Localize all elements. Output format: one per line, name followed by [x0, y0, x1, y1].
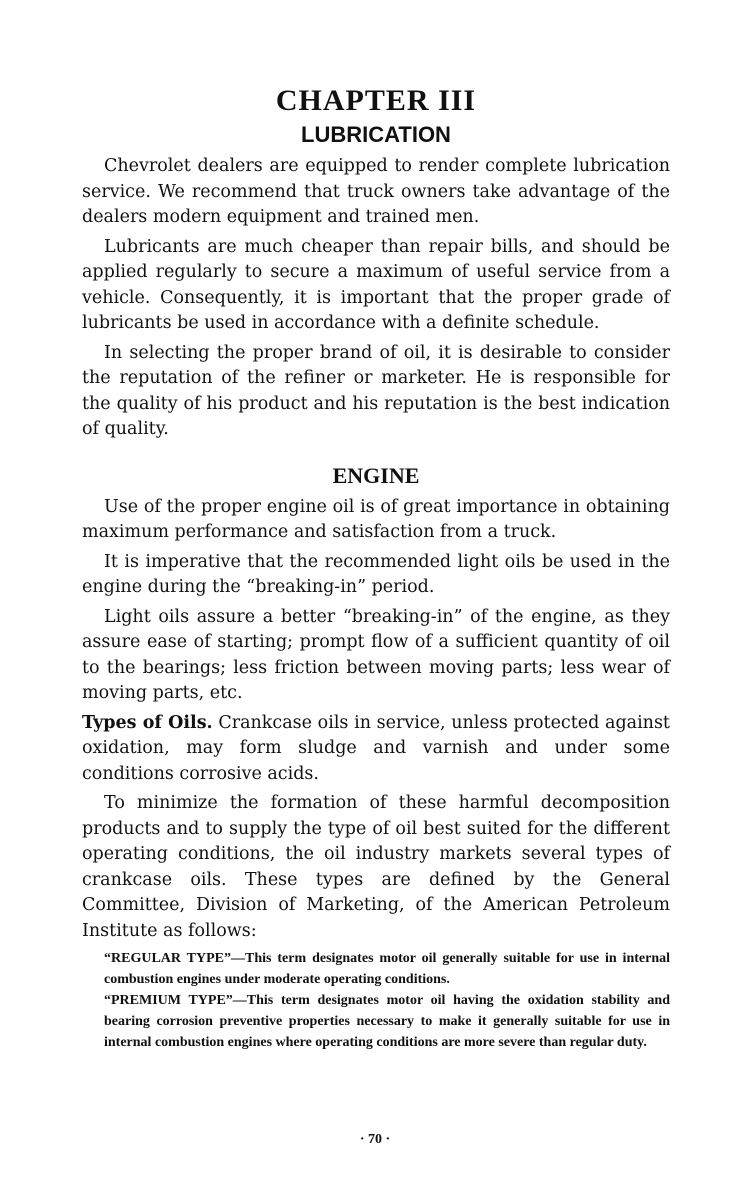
lubrication-paragraph: Chevrolet dealers are equipped to render complete lubrication service. We recommend that truck owners take advantage of the dealers modern equipment and trained men.: [82, 156, 670, 227]
lubrication-paragraph: Lubricants are much cheaper than repair bills, and should be applied regularly to secure a maximum of useful service from a vehicle. Consequently, it is important that the proper grade of lubricants be used in accordance with a definite schedule.: [82, 236, 670, 333]
lubrication-heading: LUBRICATION: [301, 122, 451, 147]
regular-type-definition: “REGULAR TYPE”—This term designates motor oil generally suitable for use in internal combustion engines under moderate operating conditions.: [104, 951, 670, 987]
engine-heading: ENGINE: [332, 462, 420, 488]
engine-paragraph: It is imperative that the recommended light oils be used in the engine during the “breaking-in” period.: [82, 551, 670, 597]
minimize-paragraph: To minimize the formation of these harmful decomposition products and to supply the type of oil best suited for the different operating conditions, the oil industry markets several types of crankcase oils. These types are defined by the General Committee, Division of Marketing, of the American Petroleum Institute as follows:: [82, 793, 670, 941]
page-number: · 70 ·: [359, 1132, 391, 1147]
chapter-title: CHAPTER III: [275, 84, 477, 117]
lubrication-paragraph: In selecting the proper brand of oil, it is desirable to consider the reputation of the refiner or marketer. He is responsible for the quality of his product and his reputation is the best indication of quality.: [82, 342, 670, 439]
page-content: [82, 76, 670, 1053]
oil-type-definitions: [104, 948, 670, 1053]
engine-paragraph: Use of the proper engine oil is of great importance in obtaining maximum performance and satisfaction from a truck.: [82, 496, 670, 542]
types-of-oils-paragraph: [82, 711, 670, 788]
types-of-oils-text: Crankcase oils in service, unless protected against oxidation, may form sludge and varnish and under some conditions corrosive acids.: [82, 712, 670, 784]
premium-type-definition: “PREMIUM TYPE”—This term designates motor oil having the oxidation stability and bearing corrosion preventive properties necessary to make it generally suitable for use in internal combustion engines where operating conditions are more severe than regular duty.: [104, 993, 670, 1050]
engine-paragraph: Light oils assure a better “breaking-in” of the engine, as they assure ease of starting; prompt flow of a sufficient quantity of oil to the bearings; less friction between moving parts; less wear of moving parts, etc.: [82, 606, 670, 703]
types-of-oils-label: Types of Oils.: [82, 712, 213, 733]
